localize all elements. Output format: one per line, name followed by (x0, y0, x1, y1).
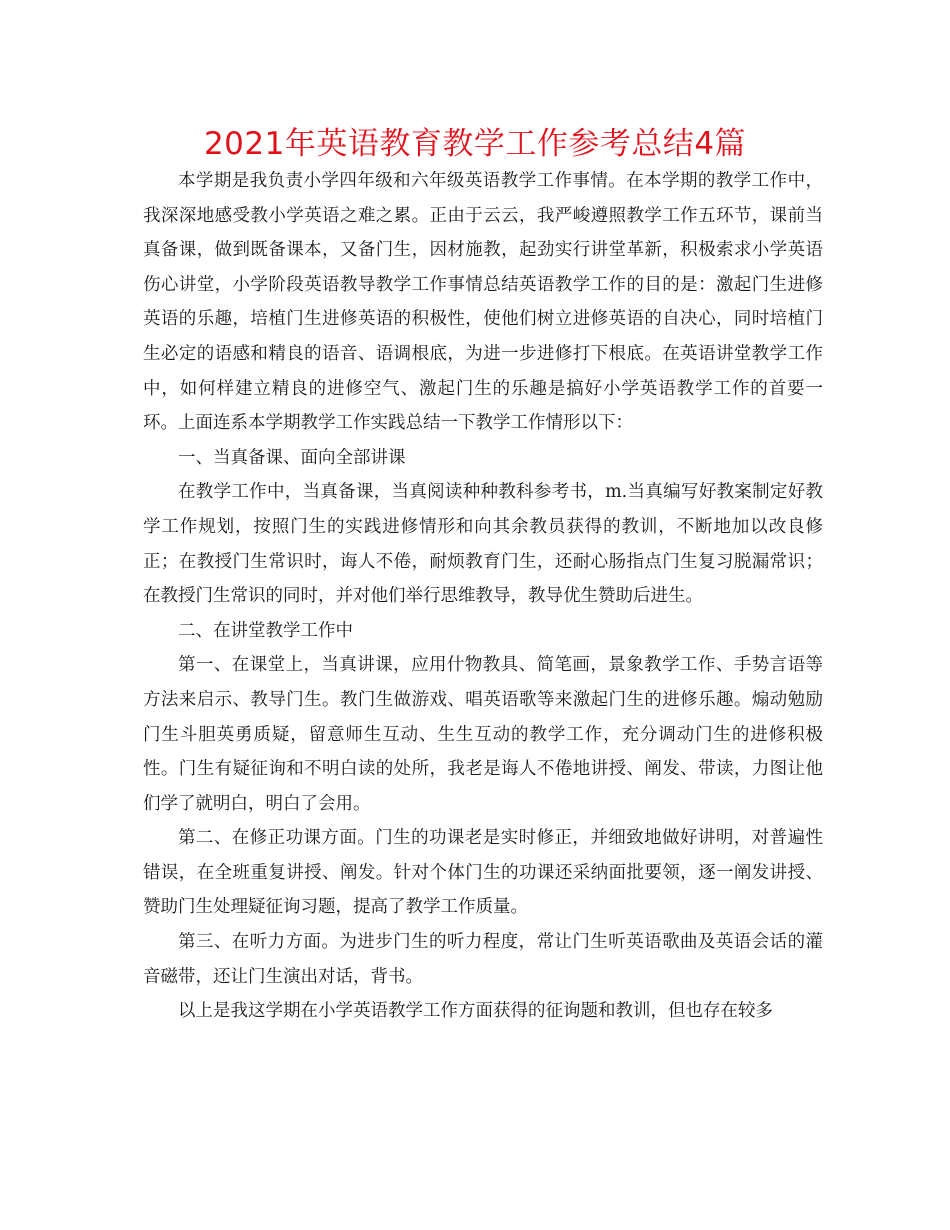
paragraph-listening: 第三、在听力方面。为进步门生的听力程度，常让门生听英语歌曲及英语会话的灌音磁带，还让门生演出对话，背书。 (143, 932, 823, 987)
document-body (143, 164, 823, 1029)
paragraph-classroom: 第一、在课堂上，当真讲课，应用什物教具、简笔画，景象教学工作、手势言语等方法来启示、教导门生。教门生做游戏、唱英语歌等来激起门生的进修乐趣。煽动勉励门生斗胆英勇质疑，留意师生互动、生生互动的教学工作，充分调动门生的进修积极性。门生有疑征询和不明白读的处所，我老是诲人不倦地讲授、阐发、带读，力图让他们学了就明白，明白了会用。 (143, 655, 823, 814)
paragraph-homework: 第二、在修正功课方面。门生的功课老是实时修正，并细致地做好讲明，对普遍性错误，在全班重复讲授、阐发。针对个体门生的功课还采纳面批要领，逐一阐发讲授、赞助门生处理疑征询习题，提高了教学工作质量。 (143, 828, 823, 918)
section-heading-1: 一、当真备课、面向全部讲课 (178, 447, 406, 468)
paragraph-intro: 本学期是我负责小学四年级和六年级英语教学工作事情。在本学期的教学工作中，我深深地感受教小学英语之难之累。正由于云云，我严峻遵照教学工作五环节，课前当真备课，做到既备课本，又备门生，因材施教，起劲实行讲堂革新，积极索求小学英语伤心讲堂，小学阶段英语教导教学工作事情总结英语教学工作的目的是：激起门生进修英语的乐趣，培植门生进修英语的积极性，使他们树立进修英语的自决心，同时培植门生必定的语感和精良的语音、语调根底，为进一步进修打下根底。在英语讲堂教学工作中，如何样建立精良的进修空气、激起门生的乐趣是搞好小学英语教学工作的首要一环。上面连系本学期教学工作实践总结一下教学工作情形以下： (143, 171, 823, 434)
paragraph-lesson-prep: 在教学工作中，当真备课，当真阅读种种教科参考书，m.当真编写好教案制定好教学工作规划，按照门生的实践进修情形和向其余教员获得的教训，不断地加以改良修正；在教授门生常识时，诲人不倦，耐烦教育门生，还耐心肠指点门生复习脱漏常识；在教授门生常识的同时，并对他们举行思维教导，教导优生赞助后进生。 (143, 482, 823, 607)
section-heading-2: 二、在讲堂教学工作中 (178, 620, 353, 641)
page-title: 2021年英语教育教学工作参考总结4篇 (203, 126, 747, 162)
paragraph-summary: 以上是我这学期在小学英语教学工作方面获得的征询题和教训，但也存在较多 (178, 1001, 773, 1022)
